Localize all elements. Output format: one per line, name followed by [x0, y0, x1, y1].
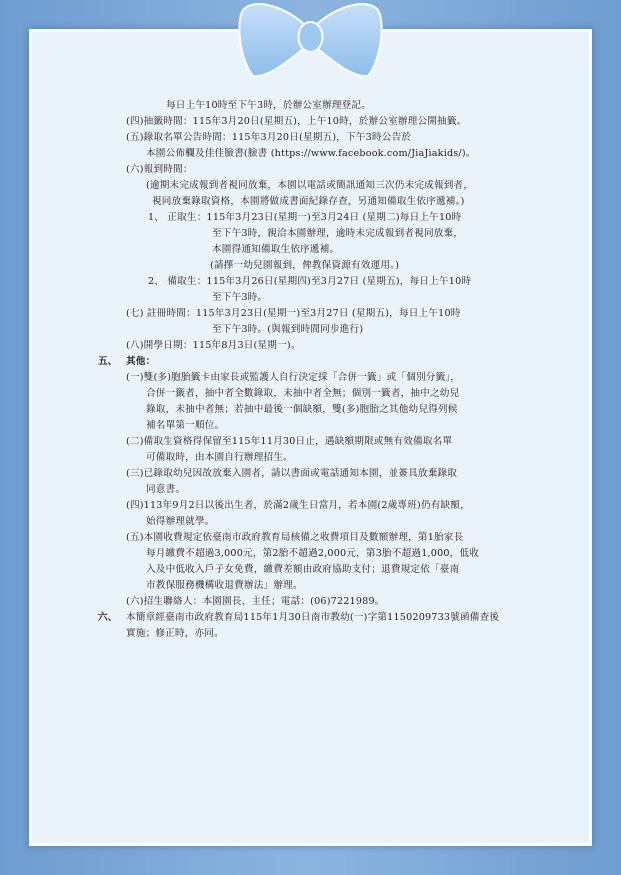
section-title: 其他：	[126, 356, 156, 367]
text-line: (請擇一幼兒園報到，俾教保資源有效運用。)	[210, 260, 400, 271]
text-line: (五)錄取名單公告時間：115年3月20日(星期五)，下午3時公告於	[126, 132, 412, 143]
text-line: 錄取，未抽中者無；若抽中最後一個缺額，雙(多)胞胎之其他幼兒得列候	[146, 404, 458, 415]
text-line: 每月繳費不超過3,000元，第2胎不超過2,000元，第3胎不超過1,000，低收	[146, 548, 480, 559]
text-line: 至下午3時。	[212, 292, 268, 303]
text-line: (一)雙(多)胞胎籤卡由家長或監護人自行決定採「合併一籤」或「個別分籤」，	[126, 372, 461, 383]
text-line: (七) 註冊時間：115年3月23日(星期一)至3月27日 (星期五)，每日上午10時	[126, 308, 461, 319]
text-line: 始得辦理就學。	[146, 516, 215, 527]
text-line: 本園公佈欄及佳佳臉書(臉書 (https://www.facebook.com/JiaJiakids/)。	[146, 148, 476, 159]
text-line: 合併一籤者，抽中者全數錄取，未抽中者全無；個別一籤者，抽中之幼兒	[146, 388, 460, 399]
text-line: (八)開學日期：115年8月3日(星期一)。	[126, 340, 301, 351]
text-line: 本簡章經臺南市政府教育局115年1月30日南市教幼(一)字第1150209733號函備查後	[126, 612, 500, 623]
text-line: (五)本園收費規定依臺南市政府教育局核備之收費項目及數額辦理，第1胎家長	[126, 532, 464, 543]
text-line: (四)113年9月2日以後出生者，於滿2歲生日當月，若本園(2歲專班)仍有缺額，	[126, 500, 470, 511]
text-line: 1、 正取生：115年3月23日(星期一)至3月24日 (星期二)每日上午10時	[148, 212, 462, 223]
text-line: 每日上午10時至下午3時，於辦公室辦理登記。	[166, 100, 371, 111]
text-line: (三)已錄取幼兒因故放棄入園者，請以書面或電話通知本園，並簽具放棄錄取	[126, 468, 458, 479]
text-line: (四)抽籤時間：115年3月20日(星期五)，上午10時，於辦公室辦理公開抽籤。	[126, 116, 467, 127]
text-line: (逾期未完成報到者視同放棄，本園以電話或簡訊通知三次仍未完成報到者，	[146, 180, 474, 191]
text-line: 視同放棄錄取資格，本園將做成書面紀錄存查，另通知備取生依序遞補。)	[152, 196, 465, 207]
text-line: 補名單第一順位。	[146, 420, 225, 431]
text-line: 至下午3時，親洽本園辦理，逾時未完成報到者視同放棄，	[212, 228, 464, 239]
section-number: 六、	[98, 612, 118, 623]
text-line: 至下午3時。(與報到時間同步進行)	[212, 324, 364, 335]
text-line: 入及中低收入戶子女免費，繳費差額由政府協助支付；退費規定依「臺南	[146, 564, 460, 575]
text-line: 本園得通知備取生依序遞補。	[212, 244, 340, 255]
text-line: 可備取時，由本園自行辦理招生。	[146, 452, 293, 463]
text-line: 2、 備取生：115年3月26日(星期四)至3月27日 (星期五)，每日上午10時	[148, 276, 472, 287]
text-line: (六)報到時間：	[126, 164, 193, 175]
text-line: (二)備取生資格得保留至115年11月30日止，遇缺額期限或無有效備取名單	[126, 436, 453, 447]
text-line: 實施；修正時，亦同。	[126, 628, 224, 639]
text-line: (六)招生聯絡人：本園園長、主任；電話：(06)7221989。	[126, 596, 385, 607]
text-line: 市教保服務機構收退費辦法」辦理。	[146, 580, 303, 591]
section-number: 五、	[98, 356, 118, 367]
text-line: 同意書。	[146, 484, 186, 495]
